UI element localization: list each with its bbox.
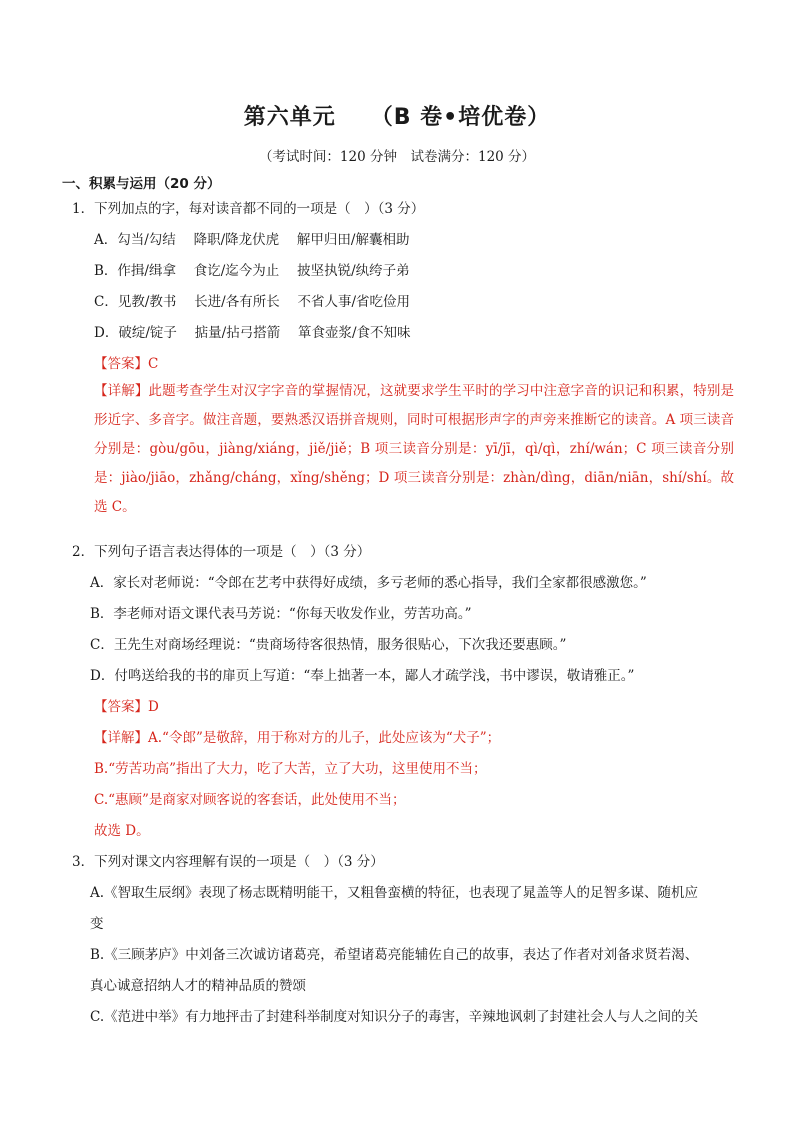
question-3-option-line: B.《三顾茅庐》中刘备三次诚访诸葛亮，希望诸葛亮能辅佐自己的故事，表达了作者对刘备求贤若渴、 (90, 947, 699, 963)
question-2-detail-line: B.“劳苦功高”指出了大力，吃了大苦，立了大功，这里使用不当； (94, 761, 487, 777)
question-3-option-line: A.《智取生辰纲》表现了杨志既精明能干，又粗鲁蛮横的特征，也表现了晁盖等人的足智多谋、随机应 (90, 885, 699, 901)
question-2-detail-line: C.“惠顾”是商家对顾客说的客套话，此处使用不当； (94, 792, 406, 808)
question-3-option-line: 真心诚意招纳人才的精神品质的赞颂 (90, 978, 306, 994)
question-2-option-c: C．王先生对商场经理说：“贵商场待客很热情，服务很贴心，下次我还要惠顾。” (90, 637, 567, 653)
question-2-option-d: D．付鸣送给我的书的扉页上写道：“奉上拙著一本，鄙人才疏学浅，书中谬误，敬请雅正。” (90, 668, 635, 684)
section-heading: 一、积累与运用（20 分） (62, 176, 221, 192)
question-1-option-c: C．见教/教书 长进/各有所长 不省人事/省吃俭用 (94, 294, 411, 310)
question-2-option-b: B．李老师对语文课代表马芳说：“你每天收发作业，劳苦功高。” (90, 606, 472, 622)
question-2-answer: 【答案】D (94, 699, 159, 715)
page-title: 第六单元 （B 卷•培优卷） (243, 105, 551, 130)
question-2-option-a: A．家长对老师说：“令郎在艺考中获得好成绩，多亏老师的悉心指导，我们全家都很感激您。” (90, 575, 647, 591)
question-2-detail-line: 【详解】A.“令郎”是敬辞，用于称对方的儿子，此处应该为“犬子”； (94, 730, 501, 746)
question-1-option-d: D．破绽/锭子 掂量/拈弓搭箭 箪食壶浆/食不知味 (94, 325, 411, 341)
question-1-answer: 【答案】C (94, 356, 159, 372)
question-1-detail: 【详解】此题考查学生对汉字字音的掌握情况，这就要求学生平时的学习中注意字音的识记和积累，特别是形近字、多音字。做注音题，要熟悉汉语拼音规则，同时可根据形声字的声旁来推断它的读音。A 项三读音分别是：gòu/gōu，jiàng/xiáng，jiě/jiě；B 项三读音分别是：yī/jī，qì/qì，zhí/wán；C 项三读音分别是：jiào/jiāo，zhǎng/cháng，xǐng/shěng；D 项三读音分别是：zhàn/dìng，diān/niān，shí/shí。故选 C。 (94, 383, 734, 515)
question-3-option-line: C.《范进中举》有力地抨击了封建科举制度对知识分子的毒害，辛辣地讽刺了封建社会人与人之间的关 (90, 1009, 699, 1025)
question-1-option-b: B．作揖/缉拿 食讫/迄今为止 披坚执锐/纨绔子弟 (94, 263, 410, 279)
exam-info: （考试时间：120 分钟 试卷满分：120 分） (258, 149, 536, 165)
question-1-stem: 1．下列加点的字，每对读音都不同的一项是（ ）（3 分） (72, 201, 425, 217)
question-3-stem: 3．下列对课文内容理解有误的一项是（ ）（3 分） (72, 854, 384, 870)
question-2-detail-line: 故选 D。 (94, 823, 150, 839)
question-2-stem: 2．下列句子语言表达得体的一项是（ ）（3 分） (72, 544, 371, 560)
question-3-option-line: 变 (90, 916, 104, 932)
question-1-option-a: A．勾当/勾结 降职/降龙伏虎 解甲归田/解囊相助 (94, 232, 410, 248)
